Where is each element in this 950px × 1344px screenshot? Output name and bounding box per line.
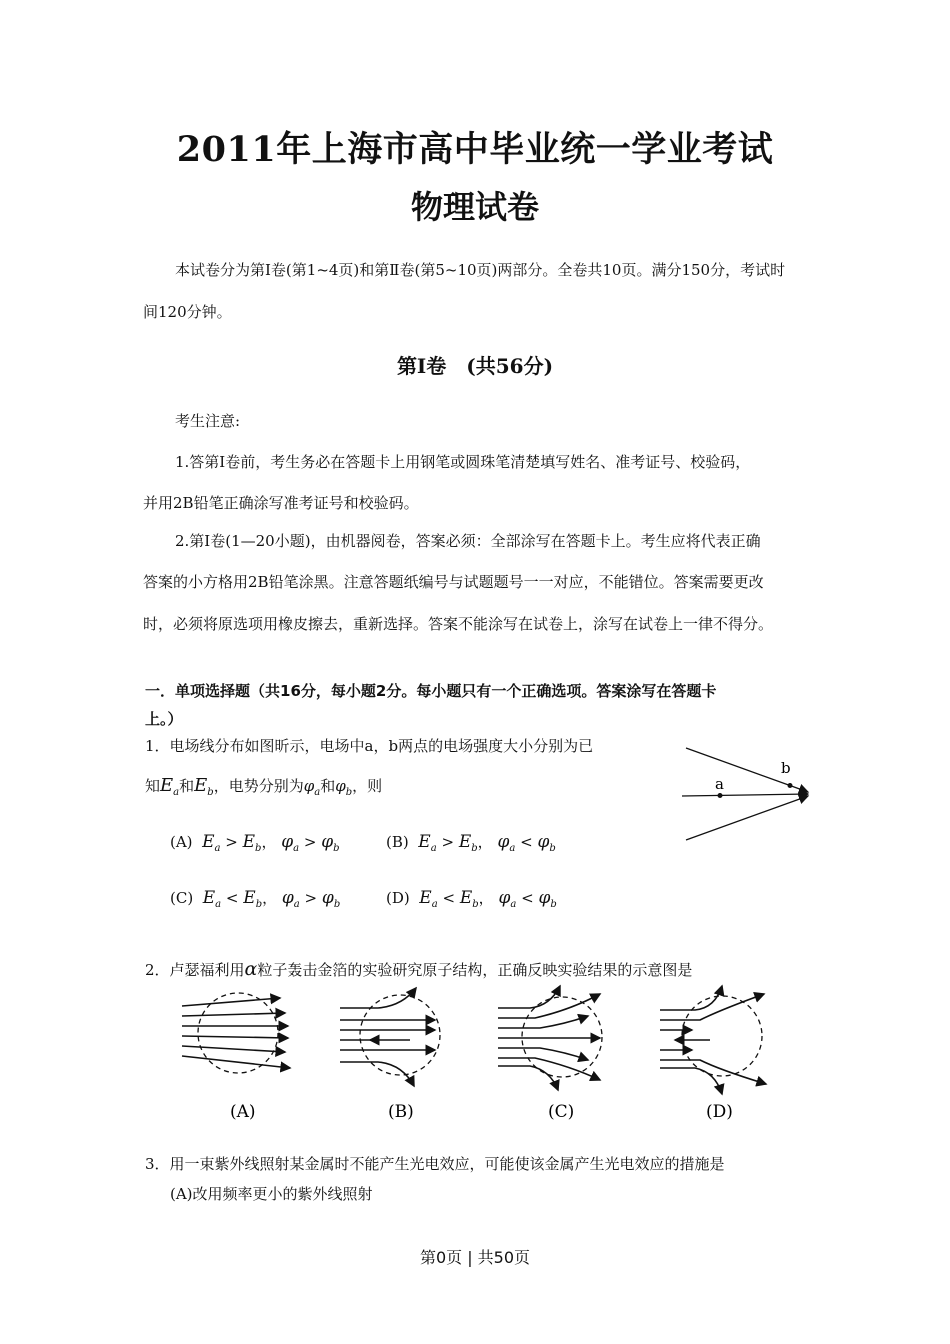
q1-field-lines-figure [676,742,816,846]
q1-option-a[interactable]: (A) $E_a > E_b$， $\varphi_a > \varphi_b$ [170,832,340,854]
q1-line-2: 知$E_a$和$E_b$，电势分别为$\varphi_a$和$\varphi_b$，则 [145,775,383,798]
figure-label-c: (C) [548,1102,575,1122]
label-b: b [781,759,791,777]
exam-title: 2011年上海市高中毕业统一学业考试 [176,129,774,170]
notice-1-line-1: 1.答第Ⅰ卷前，考生务必在答题卡上用钢笔或圆珠笔清楚填写姓名、准考证号、校验码， [175,453,751,471]
q2-scattering-figures [170,980,800,1130]
q3-line-1: 3．用一束紫外线照射某金属时不能产生光电效应，可能使该金属产生光电效应的措施是 [145,1155,725,1173]
intro-line-2: 间120分钟。 [143,303,232,321]
point-a [718,793,723,798]
notice-2-line-3: 时，必须将原选项用橡皮擦去，重新选择。答案不能涂写在试卷上，涂写在试卷上一律不得分。 [143,615,774,633]
part1-heading-line-1: 一．单项选择题（共16分，每小题2分。每小题只有一个正确选项。答案涂写在答题卡 [145,682,717,700]
q3-option-a[interactable]: (A)改用频率更小的紫外线照射 [170,1185,373,1203]
figure-label-d: (D) [706,1102,733,1122]
point-b [788,783,793,788]
page-footer: 第0页 | 共50页 [419,1248,531,1267]
notice-2-line-1: 2.第Ⅰ卷(1—20小题)，由机器阅卷，答案必须：全部涂写在答题卡上。考生应将代表正确 [175,532,761,550]
figure-label-a: (A) [230,1102,256,1122]
notice-1-line-2: 并用2B铅笔正确涂写准考证号和校验码。 [143,494,419,512]
notice-title: 考生注意: [175,412,241,430]
scatter-figure-a [182,993,290,1073]
scatter-figure-d [660,986,766,1094]
section-heading: 第Ⅰ卷 (共56分) [396,354,554,378]
figure-label-b: (B) [388,1102,414,1122]
exam-subtitle: 物理试卷 [410,188,539,226]
label-a: a [715,775,724,793]
q1-option-c[interactable]: (C) $E_a < E_b$， $\varphi_a > \varphi_b$ [170,888,341,910]
scatter-figure-c [498,986,602,1090]
field-line-bottom [686,796,808,840]
q1-line-1: 1．电场线分布如图昕示，电场中a，b两点的电场强度大小分别为已 [145,737,594,755]
intro-line-1: 本试卷分为第Ⅰ卷(第1~4页)和第Ⅱ卷(第5~10页)两部分。全卷共10页。满分150分，考试时 [175,261,786,279]
part1-heading-line-2: 上。） [145,710,183,728]
notice-2-line-2: 答案的小方格用2B铅笔涂黑。注意答题纸编号与试题题号一一对应，不能错位。答案需要更改 [143,573,764,591]
field-line-middle [682,794,808,796]
q1-option-b[interactable]: (B) $E_a > E_b$， $\varphi_a < \varphi_b$ [386,832,556,854]
scatter-figure-b [340,988,440,1086]
q2-text: 2．卢瑟福利用α粒子轰击金箔的实验研究原子结构，正确反映实验结果的示意图是 [145,958,693,980]
q1-option-d[interactable]: (D) $E_a < E_b$， $\varphi_a < \varphi_b$ [386,888,557,910]
